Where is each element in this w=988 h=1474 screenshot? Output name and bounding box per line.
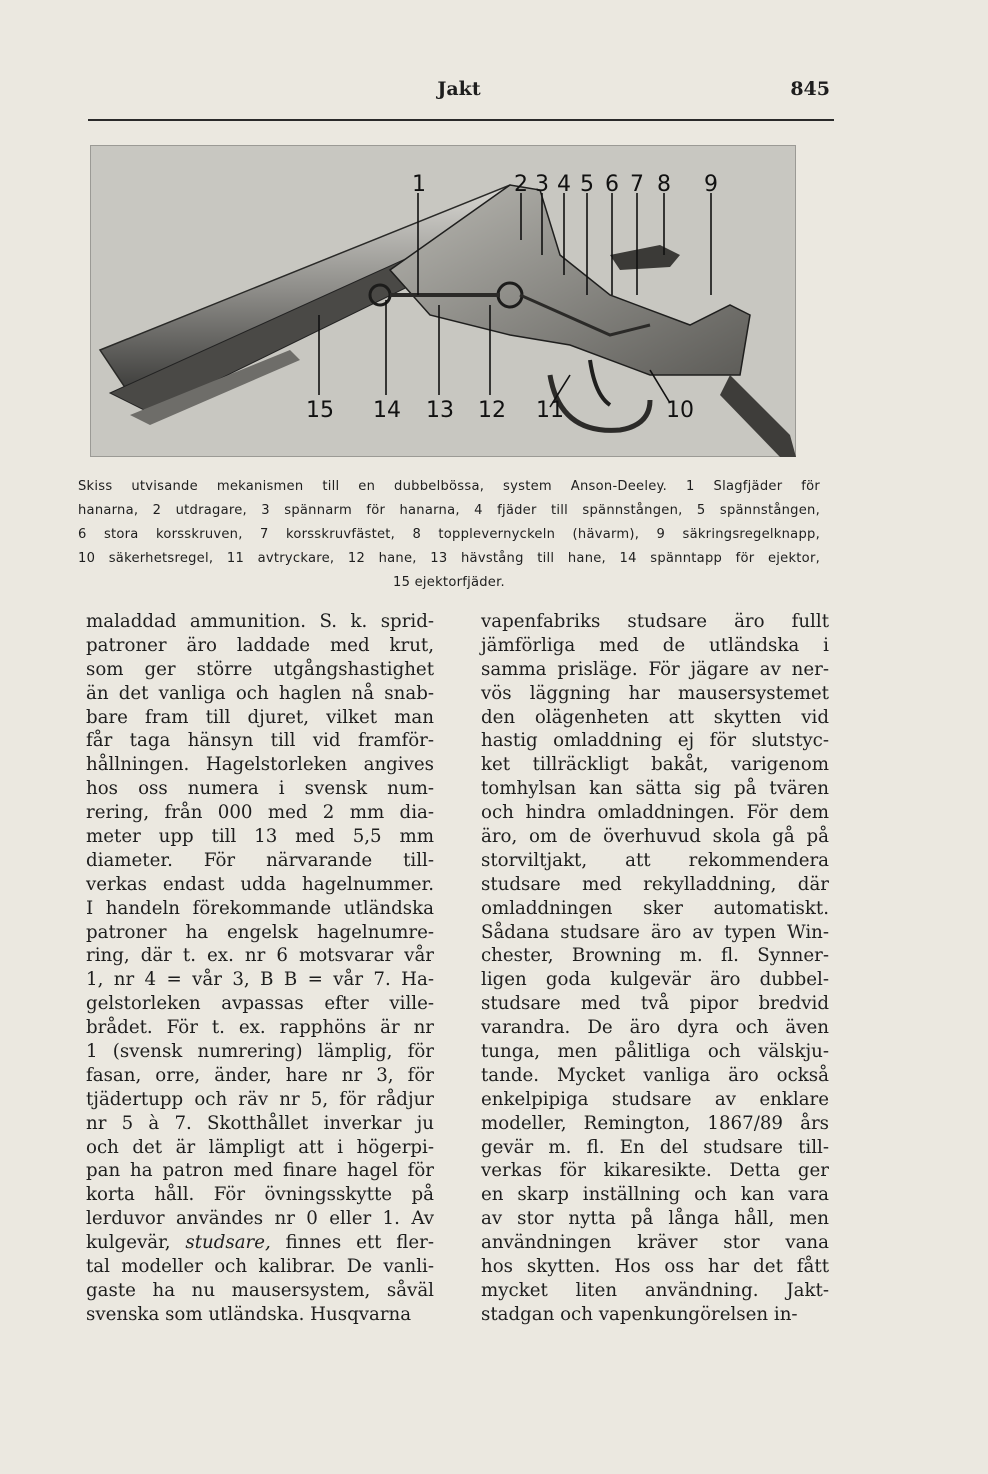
text-line: pan ha patron med finare hagel för bbox=[86, 1160, 434, 1182]
text-line: svenska som utländska. Husqvarna bbox=[86, 1303, 412, 1325]
text-segment: finnes ett fler- bbox=[270, 1232, 434, 1254]
text-line: tal modeller och kalibrar. De vanli- bbox=[86, 1256, 434, 1278]
text-line: storviltjakt, att rekommendera bbox=[481, 849, 829, 871]
text-line: korta håll. För övningsskytte på bbox=[86, 1184, 434, 1206]
text-line: verkas endast udda hagelnummer. bbox=[86, 873, 434, 895]
text-line: mycket liten användning. Jakt- bbox=[481, 1279, 829, 1301]
text-line: äro, om de överhuvud skola gå på bbox=[481, 826, 829, 848]
text-line: gelstorleken avpassas efter ville- bbox=[86, 993, 434, 1015]
figure-caption bbox=[78, 476, 820, 595]
text-line: hos oss numera i svensk num- bbox=[86, 778, 434, 800]
header-rule bbox=[88, 119, 834, 121]
running-head bbox=[88, 78, 830, 108]
callout-7: 7 bbox=[630, 172, 644, 197]
text-line: rering, från 000 med 2 mm dia- bbox=[86, 802, 434, 824]
caption-line: 10 säkerhetsregel, 11 avtryckare, 12 hane, 13 hävstång till hane, 14 spänntapp för ejektor, bbox=[78, 550, 820, 566]
callout-8: 8 bbox=[657, 172, 671, 197]
text-line: tunga, men pålitliga och välskju- bbox=[481, 1041, 829, 1063]
text-line: tomhylsan kan sätta sig på tvären bbox=[481, 778, 829, 800]
section-title: Jakt bbox=[437, 78, 481, 100]
caption-line: Skiss utvisande mekanismen till en dubbelbössa, system Anson-Deeley. 1 Slagfjäder för bbox=[78, 479, 820, 494]
gun-mechanism-figure bbox=[90, 145, 796, 457]
body-column-right bbox=[481, 610, 829, 1327]
callout-10: 10 bbox=[666, 398, 694, 423]
callout-1: 1 bbox=[412, 172, 426, 197]
text-line: brådet. För t. ex. rapphöns är nr bbox=[86, 1017, 434, 1039]
text-line: vös läggning har mausersystemet bbox=[481, 682, 829, 704]
text-line: den olägenheten att skytten vid bbox=[481, 706, 829, 728]
text-line: varandra. De äro dyra och även bbox=[481, 1017, 829, 1039]
text-line: användningen kräver stor vana bbox=[481, 1232, 829, 1254]
text-line: lerduvor användes nr 0 eller 1. Av bbox=[86, 1208, 434, 1230]
callout-2: 2 bbox=[514, 172, 528, 197]
text-line: 1, nr 4 = vår 3, B B = vår 7. Ha- bbox=[86, 969, 434, 991]
text-line: hastig omladdning ej för slutstyc- bbox=[481, 730, 829, 752]
caption-line: hanarna, 2 utdragare, 3 spännarm för hanarna, 4 fjäder till spännstången, 5 spännstången, bbox=[78, 502, 820, 518]
text-line: patroner ha engelsk hagelnumre- bbox=[86, 921, 434, 943]
text-line: maladdad ammunition. S. k. sprid- bbox=[86, 611, 434, 632]
body-column-left bbox=[86, 610, 434, 1327]
text-line: och hindra omladdningen. För dem bbox=[481, 802, 829, 824]
text-line: en skarp inställning och kan vara bbox=[481, 1184, 829, 1206]
callout-4: 4 bbox=[557, 172, 571, 197]
text-line: och det är lämpligt att i högerpi- bbox=[86, 1136, 434, 1158]
text-line: Sådana studsare äro av typen Win- bbox=[481, 921, 829, 943]
caption-line: 15 ejektorfjäder. bbox=[393, 574, 505, 590]
text-line: gaste ha nu mausersystem, såväl bbox=[86, 1279, 434, 1301]
text-line: omladdningen sker automatiskt. bbox=[481, 897, 829, 919]
text-line: ligen goda kulgevär äro dubbel- bbox=[481, 969, 829, 991]
text-line: fasan, orre, änder, hare nr 3, för bbox=[86, 1064, 434, 1086]
text-line: I handeln förekommande utländska bbox=[86, 897, 434, 919]
text-line: ring, där t. ex. nr 6 motsvarar vår bbox=[86, 945, 434, 967]
text-line: patroner äro laddade med krut, bbox=[86, 634, 434, 656]
text-line: som ger större utgångshastighet bbox=[86, 658, 434, 680]
text-line: tjädertupp och räv nr 5, för rådjur bbox=[86, 1088, 434, 1110]
callout-14: 14 bbox=[373, 398, 401, 423]
page-number: 845 bbox=[790, 78, 830, 100]
gun-mechanism-illustration bbox=[90, 145, 796, 457]
callout-13: 13 bbox=[426, 398, 454, 423]
text-line: studsare med två pipor bredvid bbox=[481, 993, 829, 1015]
text-line: 1 (svensk numrering) lämplig, för bbox=[86, 1041, 434, 1063]
text-line: gevär m. fl. En del studsare till- bbox=[481, 1136, 829, 1158]
text-line: än det vanliga och haglen nå snab- bbox=[86, 682, 434, 704]
text-line: av stor nytta på långa håll, men bbox=[481, 1208, 829, 1230]
callout-15: 15 bbox=[306, 398, 334, 423]
text-line: modeller, Remington, 1867/89 års bbox=[481, 1112, 829, 1134]
text-line: bare fram till djuret, vilket man bbox=[86, 706, 434, 728]
caption-line: 6 stora korsskruven, 7 korsskruvfästet, 8 topplevernyckeln (hävarm), 9 säkringsregelknapp, bbox=[78, 526, 820, 542]
italic-term: studsare, bbox=[185, 1232, 271, 1254]
text-line: ket tillräckligt bakåt, varigenom bbox=[481, 754, 829, 776]
callout-5: 5 bbox=[580, 172, 594, 197]
text-line: hos skytten. Hos oss har det fått bbox=[481, 1256, 829, 1278]
text-line: vapenfabriks studsare äro fullt bbox=[481, 611, 829, 632]
callout-12: 12 bbox=[478, 398, 506, 423]
text-line: enkelpipiga studsare av enklare bbox=[481, 1088, 829, 1110]
callout-3: 3 bbox=[535, 172, 549, 197]
text-line: jämförliga med de utländska i bbox=[481, 634, 829, 656]
text-line: tande. Mycket vanliga äro också bbox=[481, 1064, 829, 1086]
callout-6: 6 bbox=[605, 172, 619, 197]
text-line: meter upp till 13 med 5,5 mm bbox=[86, 826, 434, 848]
text-line: får taga hänsyn till vid framför- bbox=[86, 730, 434, 752]
text-line bbox=[86, 1231, 434, 1255]
text-line: chester, Browning m. fl. Synner- bbox=[481, 945, 829, 967]
text-line: samma prisläge. För jägare av ner- bbox=[481, 658, 829, 680]
callout-11: 11 bbox=[536, 398, 564, 423]
text-segment: kulgevär, bbox=[86, 1232, 186, 1254]
text-line: diameter. För närvarande till- bbox=[86, 849, 434, 871]
callout-9: 9 bbox=[704, 172, 718, 197]
text-line: studsare med rekylladdning, där bbox=[481, 873, 829, 895]
text-line: nr 5 à 7. Skotthållet inverkar ju bbox=[86, 1112, 434, 1134]
text-line: stadgan och vapenkungörelsen in- bbox=[481, 1303, 798, 1325]
text-line: verkas för kikaresikte. Detta ger bbox=[481, 1160, 829, 1182]
text-line: hållningen. Hagelstorleken angives bbox=[86, 754, 434, 776]
